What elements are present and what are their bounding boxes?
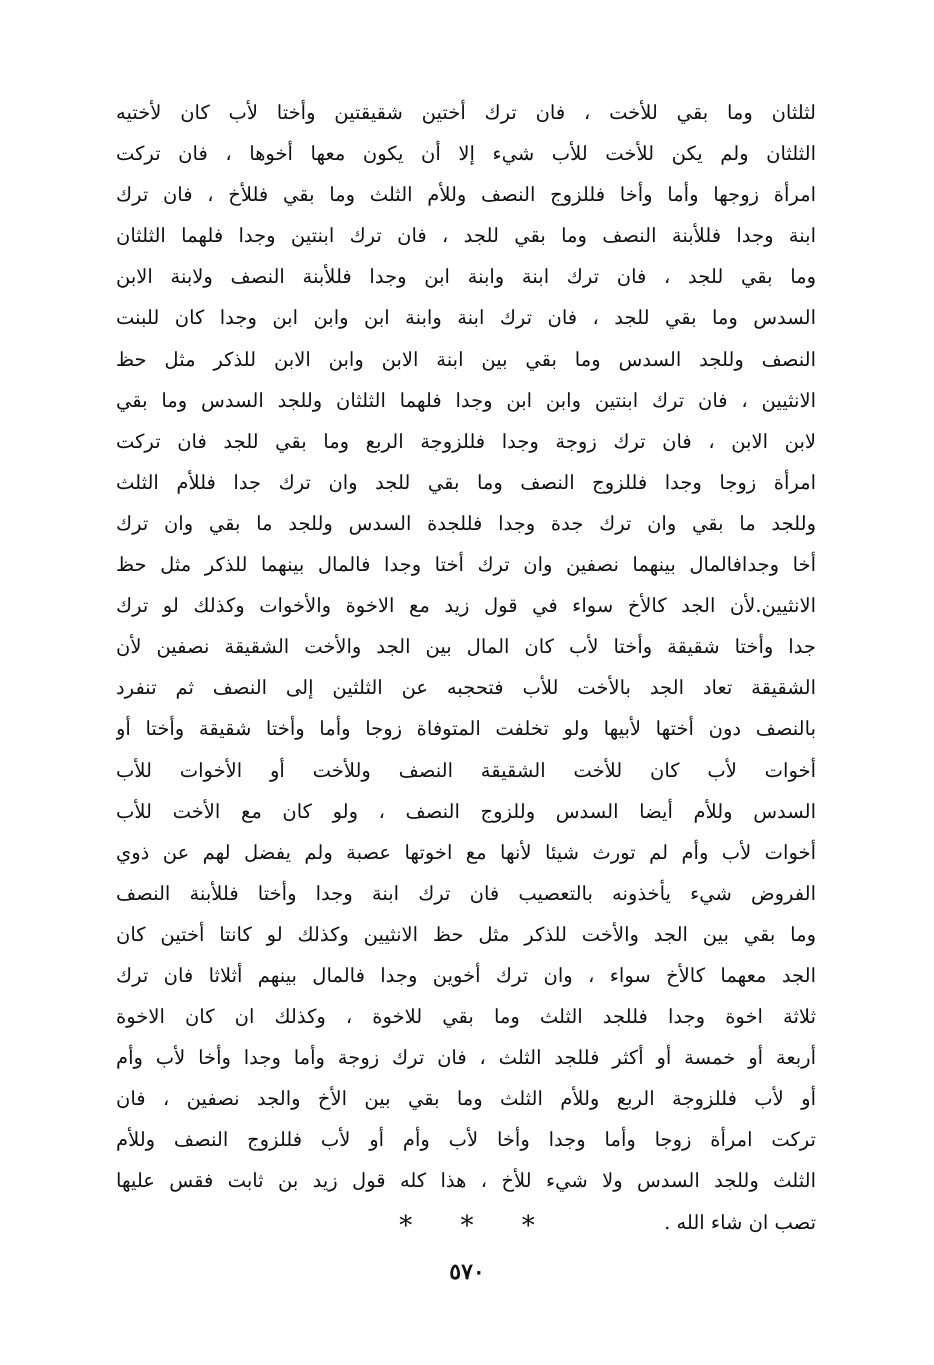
text-line: امرأة زوجا وجدا فللزوج النصف وما بقي للجد وان ترك جدا فللأم الثلث bbox=[116, 470, 816, 494]
text-line: لابن الابن ، فان ترك زوجة وجدا فللزوجة الربع وما بقي للجد فان تركت bbox=[116, 429, 816, 453]
text-line-last: تصب ان شاء الله . bbox=[664, 1210, 816, 1234]
text-line: امرأة زوجها وأما وأخا فللزوج النصف وللأم الثلث وما بقي فللأخ ، فان ترك bbox=[116, 183, 816, 207]
text-line: الشقيقة تعاد الجد بالأخت للأب فتحجبه عن الثلثين إلى النصف ثم تنفرد bbox=[116, 676, 816, 700]
text-line: أخوات لأب كان للأخت الشقيقة النصف وللأخت أو الأخوات للأب bbox=[116, 758, 816, 782]
text-line: الانثيين.لأن الجد كالأخ سواء في قول زيد مع الاخوة والأخوات وكذلك لو ترك bbox=[116, 594, 816, 618]
text-line: أخا وجدافالمال بينهما نصفين وان ترك أختا وجدا فالمال بينهما للذكر مثل حظ bbox=[116, 553, 816, 577]
text-line: أو لأب فللزوجة الربع وللأم الثلث وما بقي بين الأخ والجد نصفين ، فان bbox=[116, 1087, 816, 1111]
text-line: ثلاثة اخوة وجدا فللجد الثلث وما بقي للاخوة ، وكذلك ان كان الاخوة bbox=[116, 1005, 816, 1029]
text-line: أربعة أو خمسة أو أكثر فللجد الثلث ، فان ترك زوجة وأما وجدا وأخا لأب وأم bbox=[116, 1046, 816, 1070]
body-text bbox=[116, 92, 816, 1243]
text-line: أخوات لأب وأم لم تورث شيئا لأنها مع اخوتها عصبة ولم يفضل لهم عن ذوي bbox=[116, 840, 816, 864]
text-line: الانثيين ، فان ترك ابنتين وابن ابن وجدا فلهما الثلثان وللجد السدس وما بقي bbox=[116, 388, 816, 412]
text-line: بالنصف دون أختها لأبيها ولو تخلفت المتوفاة زوجا وأما وأختا شقيقة وأختا أو bbox=[116, 717, 816, 741]
page-number: ٥٧٠ bbox=[449, 1259, 485, 1285]
text-line: الفروض شيء يأخذونه بالتعصيب فان ترك ابنة وجدا وأختا فللأبنة النصف bbox=[116, 881, 816, 905]
text-line: تركت امرأة زوجا وأما وجدا وأخا لأب وأم أو لأب فللزوج النصف وللأم bbox=[116, 1128, 816, 1152]
text-line: النصف وللجد السدس وما بقي بين ابنة الابن وابن الابن للذكر مثل حظ bbox=[116, 347, 816, 371]
text-line: وما بقي للجد ، فان ترك ابنة وابنة ابن وجدا فللأبنة النصف ولابنة الابن bbox=[116, 265, 816, 289]
section-separator: * * * bbox=[399, 1211, 555, 1241]
text-line: وللجد ما بقي وان ترك جدة وجدا فللجدة السدس وللجد ما بقي وان ترك bbox=[116, 511, 816, 535]
text-line: وما بقي بين الجد والأخت للذكر مثل حظ الانثيين وكذلك لو كانتا أختين كان bbox=[116, 922, 816, 946]
text-line: الثلثان ولم يكن للأخت للأب شيء إلا أن يكون معها أخوها ، فان تركت bbox=[116, 142, 816, 166]
text-line: ابنة وجدا فللأبنة النصف وما بقي للجد ، فان ترك ابنتين وجدا فلهما الثلثان bbox=[116, 224, 816, 248]
text-line: السدس وما بقي للجد ، فان ترك ابنة وابنة ابن وابن ابن وجدا كان للبنت bbox=[116, 306, 816, 330]
text-line: جدا وأختا شقيقة وأختا لأب كان المال بين الجد والأخت الشقيقة نصفين لأن bbox=[116, 635, 816, 659]
text-line: الجد معهما كالأخ سواء ، وان ترك أخوين وجدا فالمال بينهم أثلاثا فان ترك bbox=[116, 963, 816, 987]
text-line: السدس وللأم أيضا السدس وللزوج النصف ، ولو كان مع الأخت للأب bbox=[116, 799, 816, 823]
text-line: لثلثان وما بقي للأخت ، فان ترك أختين شقيقتين وأختا لأب كان لأختيه bbox=[116, 101, 816, 124]
text-line: الثلث وللجد السدس ولا شيء للأخ ، هذا كله قول زيد بن ثابت فقس عليها bbox=[116, 1169, 816, 1193]
